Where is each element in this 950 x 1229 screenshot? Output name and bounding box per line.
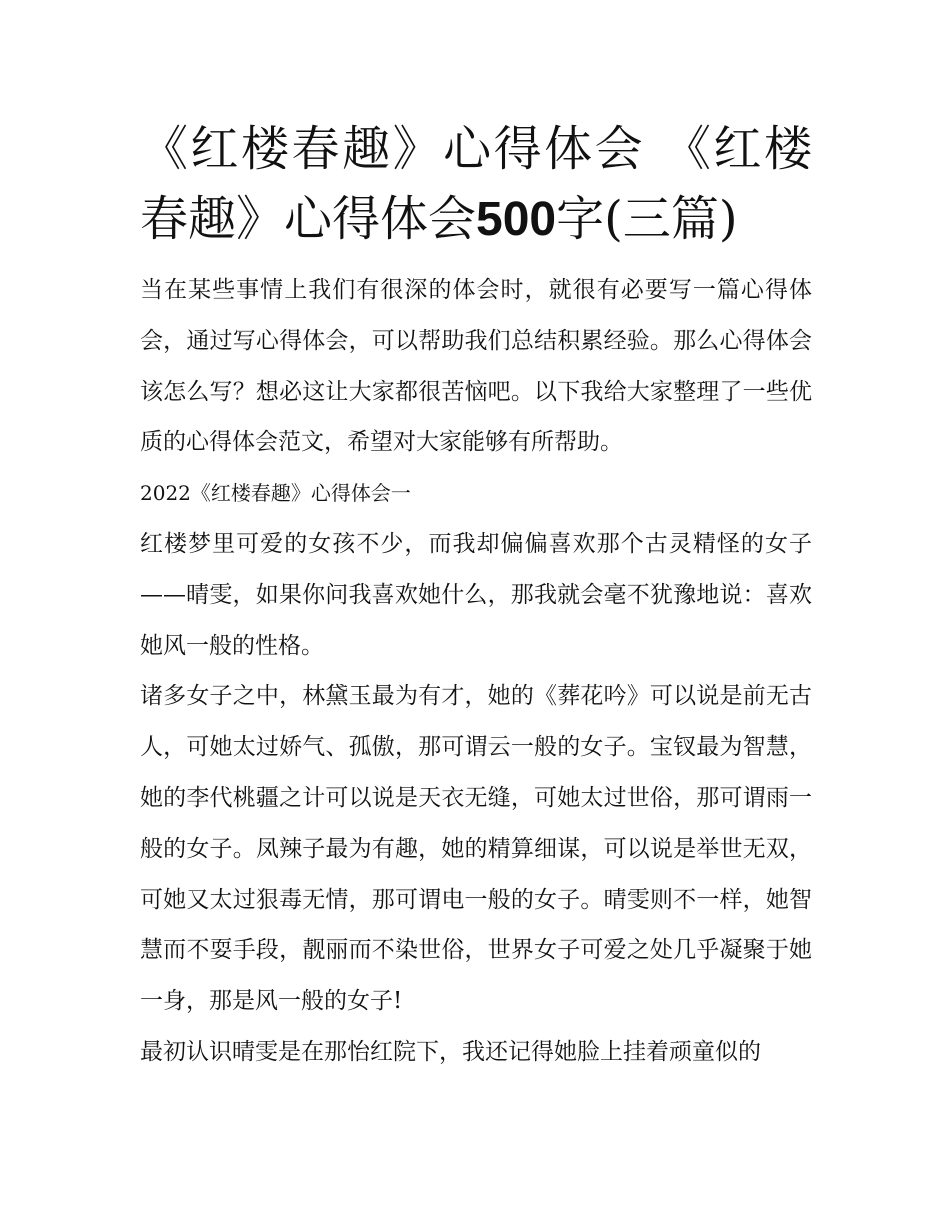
body-paragraph: 诸多女子之中，林黛玉最为有才，她的《葬花吟》可以说是前无古人，可她太过娇气、孤傲，那可谓云一般的女子。宝钗最为智慧，她的李代桃疆之计可以说是天衣无缝，可她太过世俗，那可谓雨一般的女子。凤辣子最为有趣，她的精算细谋，可以说是举世无双，可她又太过狠毒无情，那可谓电一般的女子。晴雯则不一样，她智慧而不耍手段，靓丽而不染世俗，世界女子可爱之处几乎凝聚于她一身，那是风一般的女子! xyxy=(140,683,812,1015)
document-body xyxy=(140,114,812,1078)
body-paragraph: 红楼梦里可爱的女孩不少，而我却偏偏喜欢那个古灵精怪的女子——晴雯，如果你问我喜欢她什么，那我就会毫不犹豫地说：喜欢她风一般的性格。 xyxy=(140,530,812,659)
title-number: 500 xyxy=(476,193,557,246)
title-suffix: 字(三篇) xyxy=(556,191,738,247)
body-paragraph: 最初认识晴雯是在那怡红院下，我还记得她脸上挂着顽童似的 xyxy=(140,1038,761,1065)
intro-paragraph: 当在某些事情上我们有很深的体会时，就很有必要写一篇心得体会，通过写心得体会，可以帮助我们总结积累经验。那么心得体会该怎么写？想必这让大家都很苦恼吧。以下我给大家整理了一些优质的心得体会范文，希望对大家能够有所帮助。 xyxy=(140,277,812,456)
title-text: 《红楼春趣》心得体会 《红楼春趣》心得体会 xyxy=(140,121,812,247)
document-title xyxy=(140,114,812,255)
section-heading: 2022《红楼春趣》心得体会一 xyxy=(140,481,411,506)
